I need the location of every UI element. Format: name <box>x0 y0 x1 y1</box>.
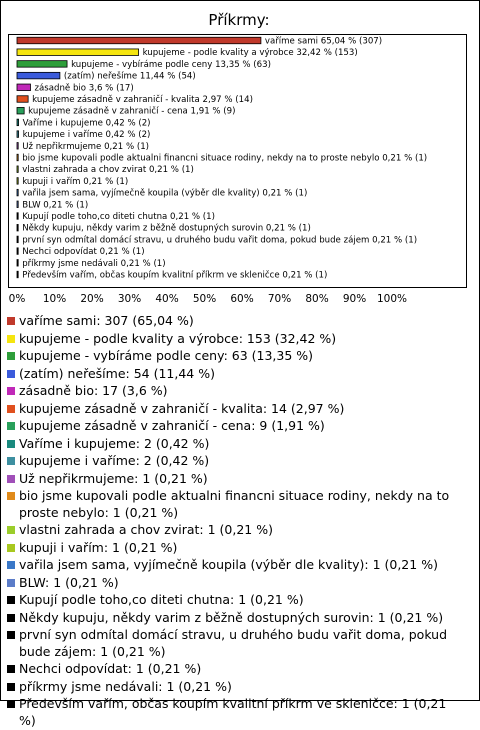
legend-label: bio jsme kupovali podle aktualni financni situace rodiny, nekdy na to proste nebylo: 1 (0,21 %) <box>19 488 450 520</box>
legend-item <box>7 331 467 348</box>
x-tick-label: 0% <box>8 293 26 305</box>
x-tick-label: 20% <box>80 293 104 305</box>
bar <box>17 271 18 278</box>
bar <box>17 84 31 91</box>
bar-label: Především vařím, občas koupím kvalitní příkrm ve skleničce 0,21 % (1) <box>22 270 328 281</box>
legend-item <box>7 592 467 609</box>
legend-swatch <box>7 422 15 430</box>
legend-item <box>7 557 467 574</box>
legend-label: Někdy kupuju, někdy varim z běžně dostupných surovin: 1 (0,21 %) <box>19 609 444 625</box>
bar-label: Někdy kupuju, někdy varim z běžně dostupných surovin 0,21 % (1) <box>22 223 311 234</box>
legend-item <box>7 366 467 383</box>
bar <box>17 260 18 267</box>
bar-label: kupujeme i vaříme 0,42 % (2) <box>22 130 151 141</box>
x-tick-label: 90% <box>342 293 367 305</box>
x-tick-label: 80% <box>305 293 329 305</box>
legend-item <box>7 401 467 418</box>
x-tick-label: 40% <box>155 293 179 305</box>
bar <box>17 107 24 114</box>
bar <box>17 143 18 150</box>
bar <box>17 201 18 208</box>
legend-label: příkrmy jsme nedávali: 1 (0,21 %) <box>19 678 232 694</box>
legend-swatch <box>7 700 15 708</box>
legend-swatch <box>7 614 15 622</box>
legend-swatch <box>7 352 15 360</box>
legend-swatch <box>7 457 15 465</box>
legend-swatch <box>7 370 15 378</box>
bar-label: Už nepřikrmujeme 0,21 % (1) <box>22 141 150 152</box>
legend-swatch <box>7 544 15 552</box>
bar-label: kupujeme - podle kvality a výrobce 32,42 % (153) <box>142 48 358 59</box>
bar-label: Kupují podle toho,co diteti chutna 0,21 % (1) <box>22 212 215 222</box>
legend-swatch <box>7 317 15 325</box>
bar <box>17 248 18 255</box>
bar <box>17 236 18 243</box>
legend <box>7 313 467 730</box>
bar <box>17 189 18 196</box>
legend-label: kupujeme zásadně v zahraničí - kvalita: 14 (2,97 %) <box>19 400 345 416</box>
legend-item <box>7 488 467 521</box>
bar-label: Nechci odpovídat 0,21 % (1) <box>22 247 145 258</box>
legend-label: Vaříme i kupujeme: 2 (0,42 %) <box>19 435 210 451</box>
bar <box>17 178 18 185</box>
legend-label: vlastni zahrada a chov zvirat: 1 (0,21 %) <box>19 522 273 537</box>
legend-item <box>7 313 467 330</box>
bar <box>17 131 19 138</box>
legend-swatch <box>7 683 15 691</box>
legend-item <box>7 661 467 678</box>
bar <box>17 72 60 79</box>
legend-item <box>7 679 467 696</box>
legend-swatch <box>7 631 15 639</box>
legend-swatch <box>7 665 15 673</box>
chart-title: Příkrmy: <box>208 11 270 29</box>
legend-swatch <box>7 579 15 587</box>
legend-label: první syn odmítal domácí stravu, u druhého budu vařit doma, pokud bude zájem: 1 (0,21 %) <box>19 627 448 659</box>
x-tick-label: 10% <box>42 293 67 305</box>
bar-label: kupujeme zásadně v zahraničí - kvalita 2,97 % (14) <box>32 95 253 105</box>
bar-label: vlastni zahrada a chov zvirat 0,21 % (1) <box>22 165 194 176</box>
bar-label: (zatím) neřešíme 11,44 % (54) <box>63 71 196 82</box>
legend-label: kupujeme - podle kvality a výrobce: 153 (32,42 %) <box>19 330 337 346</box>
bar <box>17 61 67 68</box>
legend-item <box>7 540 467 557</box>
legend-label: Už nepřikrmujeme: 1 (0,21 %) <box>19 470 208 486</box>
legend-label: BLW: 1 (0,21 %) <box>19 574 119 590</box>
bar <box>17 213 18 220</box>
legend-label: kupuji i vařím: 1 (0,21 %) <box>19 539 178 555</box>
legend-label: Kupují podle toho,co diteti chutna: 1 (0,21 %) <box>19 592 304 607</box>
bar <box>17 224 18 231</box>
x-tick-label: 60% <box>230 293 254 305</box>
legend-label: Nechci odpovídat: 1 (0,21 %) <box>19 661 202 676</box>
legend-item <box>7 610 467 627</box>
x-tick-label: 50% <box>192 293 217 305</box>
bar-label: vařila jsem sama, vyjímečně koupila (výběr dle kvality) 0,21 % (1) <box>22 188 308 199</box>
legend-label: kupujeme i vaříme: 2 (0,42 %) <box>19 453 210 468</box>
bar-label: bio jsme kupovali podle aktualni financni situace rodiny, nekdy na to proste nebylo 0,21 % (1) <box>22 153 428 164</box>
bar-label: příkrmy jsme nedávali 0,21 % (1) <box>22 258 166 269</box>
legend-item <box>7 453 467 470</box>
bar <box>17 119 19 126</box>
bar-label: kupujeme zásadně v zahraničí - cena 1,91 % (9) <box>28 106 236 117</box>
x-tick-label: 70% <box>267 293 292 305</box>
bar-label: kupujeme - vybíráme podle ceny 13,35 % (63) <box>71 59 271 70</box>
legend-swatch <box>7 440 15 448</box>
x-tick-label: 100% <box>376 293 408 305</box>
bar-label: zásadně bio 3,6 % (17) <box>34 83 134 94</box>
legend-item <box>7 522 467 539</box>
bar <box>17 96 28 103</box>
legend-swatch <box>7 526 15 534</box>
legend-label: vaříme sami: 307 (65,04 %) <box>19 313 194 328</box>
bar <box>17 154 18 161</box>
bar-label: první syn odmítal domácí stravu, u druhého budu vařit doma, pokud bude zájem 0,21 % (1) <box>22 235 418 246</box>
legend-swatch <box>7 492 15 500</box>
bar-label: Vaříme i kupujeme 0,42 % (2) <box>22 118 151 129</box>
bar-label: BLW 0,21 % (1) <box>22 200 89 211</box>
legend-item <box>7 471 467 488</box>
x-tick-label: 30% <box>117 293 142 305</box>
legend-swatch <box>7 335 15 343</box>
bar <box>17 37 261 44</box>
bar-label: kupuji i vařím 0,21 % (1) <box>22 176 129 187</box>
bar <box>17 49 139 56</box>
legend-label: vařila jsem sama, vyjímečně koupila (výběr dle kvality): 1 (0,21 %) <box>19 557 438 572</box>
legend-item <box>7 575 467 592</box>
legend-label: kupujeme - vybíráme podle ceny: 63 (13,35 %) <box>19 348 314 363</box>
legend-swatch <box>7 475 15 483</box>
legend-swatch <box>7 405 15 413</box>
legend-label: zásadně bio: 17 (3,6 %) <box>19 383 168 398</box>
legend-label: kupujeme zásadně v zahraničí - cena: 9 (1,91 %) <box>19 418 325 433</box>
legend-item <box>7 348 467 365</box>
legend-swatch <box>7 561 15 569</box>
legend-item <box>7 418 467 435</box>
legend-label: (zatím) neřešíme: 54 (11,44 %) <box>19 365 215 381</box>
legend-item <box>7 627 467 660</box>
legend-item <box>7 383 467 400</box>
legend-item <box>7 436 467 453</box>
legend-label: Především vařím, občas koupím kvalitní příkrm ve skleničce: 1 (0,21 %) <box>19 696 447 728</box>
bar <box>17 166 18 173</box>
legend-swatch <box>7 596 15 604</box>
legend-swatch <box>7 387 15 395</box>
bar-label: vaříme sami 65,04 % (307) <box>264 36 383 47</box>
